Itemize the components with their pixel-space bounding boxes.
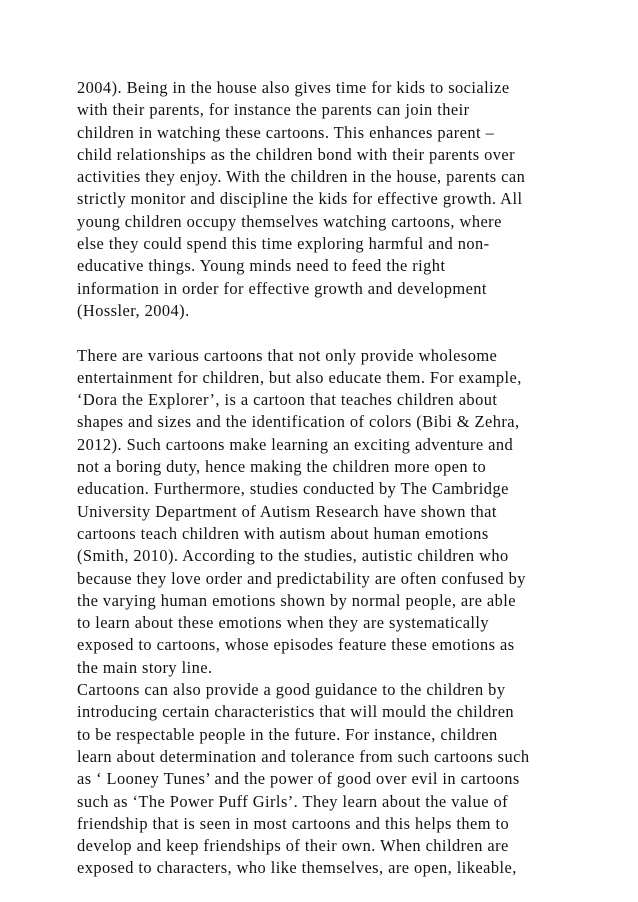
text-line: cartoons teach children with autism about human emotions <box>77 523 489 543</box>
text-line: educative things. Young minds need to feed the right <box>77 256 446 276</box>
text-line: with their parents, for instance the parents can join their <box>77 100 470 120</box>
text-line: the varying human emotions shown by normal people, are able <box>77 590 516 610</box>
text-line: else they could spend this time exploring harmful and non- <box>77 234 490 254</box>
text-line: strictly monitor and discipline the kids for effective growth. All <box>77 189 523 209</box>
text-line: (Hossler, 2004). <box>77 300 190 320</box>
paragraph-1 <box>77 77 577 322</box>
text-line: There are various cartoons that not only provide wholesome <box>77 345 498 365</box>
text-line: 2004). Being in the house also gives time for kids to socialize <box>77 78 510 97</box>
text-line: ‘Dora the Explorer’, is a cartoon that teaches children about <box>77 390 498 410</box>
text-line: activities they enjoy. With the children in the house, parents can <box>77 167 526 187</box>
text-line: as ‘ Looney Tunes’ and the power of good over evil in cartoons <box>77 769 520 789</box>
text-line: to learn about these emotions when they are systematically <box>77 613 490 633</box>
paragraph-3 <box>77 679 577 880</box>
text-line: exposed to cartoons, whose episodes feature these emotions as <box>77 635 515 655</box>
text-line: friendship that is seen in most cartoons and this helps them to <box>77 813 510 833</box>
text-line: shapes and sizes and the identification of colors (Bibi & Zehra, <box>77 412 520 432</box>
text-line: University Department of Autism Research have shown that <box>77 501 497 521</box>
text-line: child relationships as the children bond with their parents over <box>77 144 516 164</box>
text-line: the main story line. <box>77 657 213 677</box>
text-line: young children occupy themselves watching cartoons, where <box>77 211 502 231</box>
text-line: develop and keep friendships of their own. When children are <box>77 836 509 856</box>
text-line: 2012). Such cartoons make learning an exciting adventure and <box>77 434 514 454</box>
text-line: information in order for effective growth and development <box>77 278 487 298</box>
text-line: such as ‘The Power Puff Girls’. They learn about the value of <box>77 791 509 811</box>
text-line: entertainment for children, but also educate them. For example, <box>77 367 522 387</box>
text-line: not a boring duty, hence making the children more open to <box>77 457 487 477</box>
paragraph-spacer <box>77 322 577 344</box>
text-line: exposed to characters, who like themselves, are open, likeable, <box>77 858 517 878</box>
text-line: to be respectable people in the future. For instance, children <box>77 724 498 744</box>
text-line: education. Furthermore, studies conducted by The Cambridge <box>77 479 509 499</box>
text-line: learn about determination and tolerance from such cartoons such <box>77 746 530 766</box>
text-line: Cartoons can also provide a good guidance to the children by <box>77 680 506 700</box>
text-line: children in watching these cartoons. This enhances parent – <box>77 122 495 142</box>
text-line: because they love order and predictability are often confused by <box>77 568 526 588</box>
text-line: introducing certain characteristics that will mould the children <box>77 702 515 722</box>
document-body <box>77 77 577 880</box>
paragraph-2 <box>77 345 577 679</box>
text-line: (Smith, 2010). According to the studies, autistic children who <box>77 546 509 566</box>
